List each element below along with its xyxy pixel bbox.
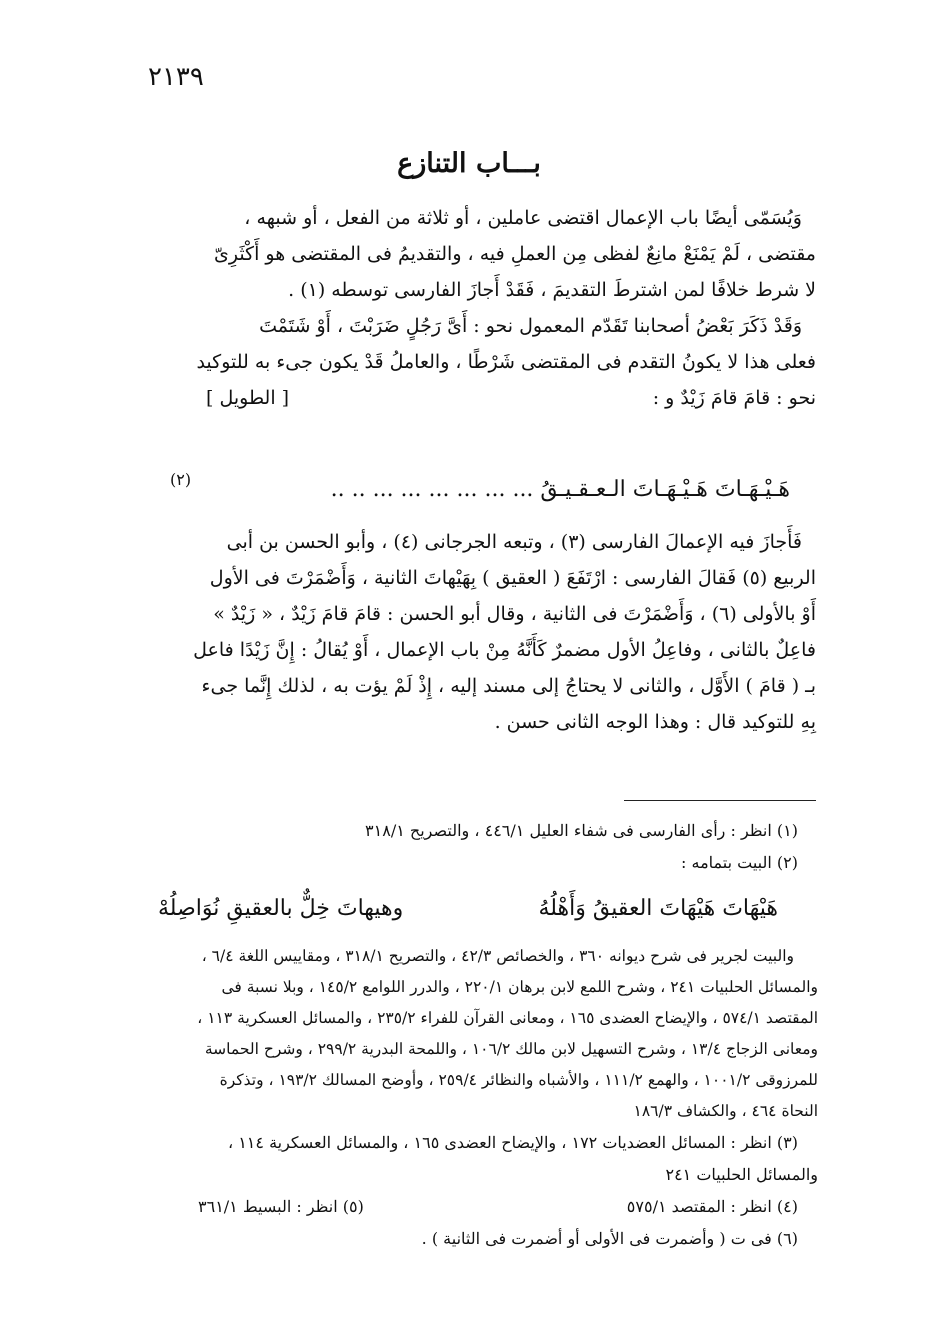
body-line: لا شرط خلافًا لمن اشترطَ التقديمَ ، فَقَدْ أَجازَ الفارسى توسطه (١) . <box>288 279 816 301</box>
body-line: وَيُسَمّى أيضًا باب الإعمال اقتضى عاملين ، أو ثلاثة من الفعل ، أو شبهه ، <box>244 207 802 229</box>
full-verse <box>118 883 818 935</box>
paragraph-2 <box>116 524 816 740</box>
footnote-4: (٤) انظر : المقتصد ٥٧٥/١ <box>626 1197 798 1216</box>
main-text <box>116 200 816 416</box>
body-line: بـ ( قامَ ) الأَوَّل ، والثانى لا يحتاجُ إلى مسند إليه ، إِذْ لَمْ يؤت به ، لذلك إِنَّما جىء <box>201 675 816 697</box>
footnotes-4-5 <box>118 1191 818 1223</box>
source-line: المقتصد ٥٧٤/١ ، والإيضاح العضدى ١٦٥ ، ومعانى القرآن للفراء ٢٣٥/٢ ، والمسائل العسكرية ١١٣ ، <box>197 1009 818 1027</box>
footnote-6: (٦) فى ت ( وأضمرت فى الأولى أو أضمرت فى الثانية ) . <box>421 1229 798 1248</box>
body-line: فعلى هذا لا يكونُ التقدم فى المقتضى شَرْطًا ، والعاملُ قَدْ يكون جىء به للتوكيد <box>196 351 816 373</box>
meter-label: [ الطويل ] <box>206 387 290 409</box>
verse-hemistich-1: هَيْهَاتَ هَيْهَاتَ العقيقُ وَأَهْلُهُ <box>538 896 778 921</box>
footnote-3-cont: والمسائل الحلبيات ٢٤١ <box>665 1165 818 1184</box>
body-line: فاعِلٌ بالثانى ، وفاعِلُ الأول مضمرٌ كَأَنَّهُ مِنْ باب الإعمال ، أَوْ يُقالُ : إِنَّ زَيْدًا فاعل <box>193 639 816 661</box>
verse-footnote-ref: (٢) <box>170 470 192 489</box>
source-line: ومعانى الزجاج ١٣/٤ ، وشرح التسهيل لابن مالك ١٠٦/٢ ، واللمحة البدرية ٢٩٩/٢ ، وشرح الحماسة <box>204 1040 818 1058</box>
source-line: والبيت لجرير فى شرح ديوانه ٣٦٠ ، والخصائص ٤٢/٣ ، والتصريح ٣١٨/١ ، ومقاييس اللغة ٦/٤ ، <box>201 947 794 965</box>
body-line: مقتضى ، لَمْ يَمْنَعْ مانِعٌ لفظى مِن العملِ فيه ، والتقديمُ فى المقتضى هو أَكْثَرِىّ <box>213 243 816 265</box>
footnote-3: (٣) انظر : المسائل العضديات ١٧٢ ، والإيضاح العضدى ١٦٥ ، والمسائل العسكرية ١١٤ ، <box>227 1133 798 1152</box>
source-line: للمرزوقى ١٠٠١/٢ ، والهمع ١١١/٢ ، والأشباه والنظائر ٢٥٩/٤ ، وأوضح المسالك ١٩٣/٢ ، وتذكرة <box>219 1071 818 1089</box>
verse-hemistich-2: وهيهاتَ خِلٌّ بالعقيقِ نُوَاصِلُهْ <box>158 896 404 921</box>
verse-line <box>170 470 790 510</box>
source-line: والمسائل الحلبيات ٢٤١ ، وشرح اللمع لابن برهان ٢٢٠/١ ، والدرر اللوامع ١٤٥/٢ ، وبلا نسبة فى <box>221 978 818 996</box>
body-line: فَأَجازَ فيه الإعمالَ الفارسى (٣) ، وتبعه الجرجانى (٤) ، وأبو الحسن بن أبى <box>226 531 802 553</box>
footnote-5: (٥) انظر : البسيط ٣٦١/١ <box>198 1197 364 1216</box>
footnote-2: (٢) البيت بتمامه : <box>681 853 798 872</box>
footnote-divider <box>624 800 816 801</box>
body-line: وَقَدْ ذَكَرَ بَعْضُ أصحابنا تَقَدّم المعمول نحو : أَىَّ رَجُلٍ ضَرَبْتَ ، أَوْ شَتَمْتَ <box>259 315 802 337</box>
source-line: النحاة ٤٦٤ ، والكشاف ١٨٦/٣ <box>633 1102 818 1120</box>
chapter-title: بـــاب التنازع <box>397 148 541 179</box>
body-line: الربيع (٥) فَقالَ الفارسى : ارْتَفَعَ ( العقيق ) بِهَيْهاتَ الثانية ، وَأَضْمَرْتَ فى الأول <box>209 567 816 589</box>
footnote-1: (١) انظر : رأى الفارسى فى شفاء العليل ٤٤٦/١ ، والتصريح ٣١٨/١ <box>365 821 798 840</box>
verse-text: هَـيْـهَـاتَ هَـيْـهَـاتَ الـعـقـيـقُ ... ... ... ... ... ... .. .. <box>330 477 790 502</box>
body-line: أَوْ بالأولى (٦) ، وَأَضْمَرْتَ فى الثانية ، وقال أبو الحسن : قامَ قامَ زَيْدٌ ، « زَيْدٌ » <box>213 603 816 625</box>
meter-line <box>116 380 816 416</box>
body-line: بِهِ للتوكيد قال : وهذا الوجه الثانى حسن . <box>494 711 816 733</box>
footnotes <box>118 815 818 1255</box>
meter-line-text: نحو : قامَ قامَ زَيْدٌ و : <box>652 387 816 409</box>
page-number: ٢١٣٩ <box>148 62 204 92</box>
